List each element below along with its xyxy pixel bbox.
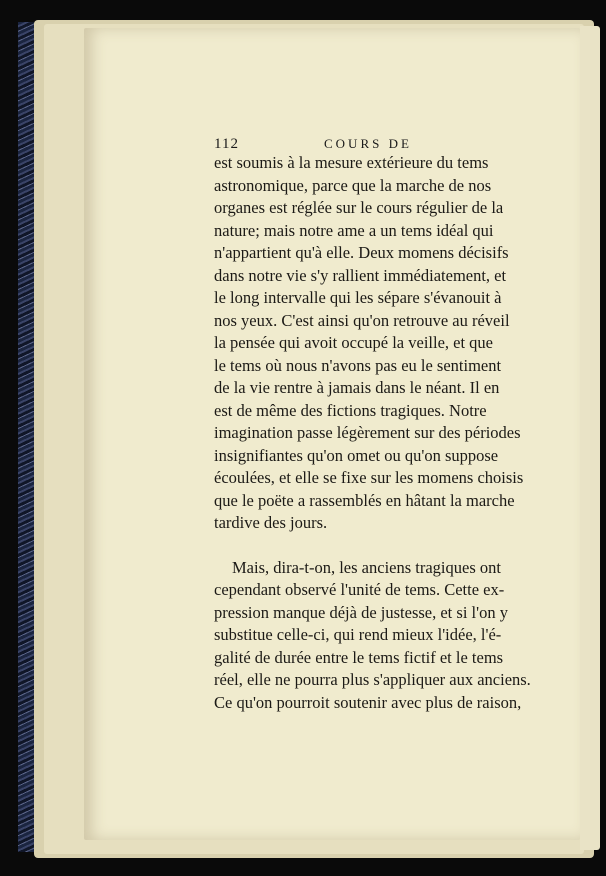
text-line: astronomique, parce que la marche de nos <box>214 175 492 195</box>
text-line: nos yeux. C'est ainsi qu'on retrouve au réveil <box>214 310 510 330</box>
text-line: nature; mais notre ame a un tems idéal qui <box>214 220 494 240</box>
text-line: réel, elle ne pourra plus s'appliquer aux anciens. <box>214 670 531 689</box>
page-edge <box>580 26 600 850</box>
paragraph-2 <box>214 557 544 715</box>
text-line: galité de durée entre le tems fictif et le tems <box>214 647 504 667</box>
text-line: imagination passe légèrement sur des périodes <box>214 423 521 442</box>
text-line: le tems où nous n'avons pas eu le sentiment <box>214 355 502 375</box>
text-line: insignifiantes qu'on omet ou qu'on suppose <box>214 445 499 465</box>
paragraph-1 <box>214 152 544 535</box>
text-line: cependant observé l'unité de tems. Cette ex- <box>214 580 505 599</box>
text-line: n'appartient qu'à elle. Deux momens décisifs <box>214 243 509 262</box>
text-line: est soumis à la mesure extérieure du tems <box>214 153 489 172</box>
text-line: la pensée qui avoit occupé la veille, et que <box>214 333 494 352</box>
page-number: 112 <box>214 136 239 152</box>
text-line: écoulées, et elle se fixe sur les momens choisis <box>214 468 524 487</box>
body-text <box>214 152 544 714</box>
text-line: dans notre vie s'y rallient immédiatement, et <box>214 265 507 285</box>
text-line: substitue celle-ci, qui rend mieux l'idée, l'é- <box>214 625 502 644</box>
text-line: Mais, dira-t-on, les anciens tragiques ont <box>232 557 501 577</box>
text-line: Ce qu'on pourroit soutenir avec plus de raison, <box>214 692 522 712</box>
text-line: le long intervalle qui les sépare s'évanouit à <box>214 288 502 307</box>
text-line: organes est réglée sur le cours régulier de la <box>214 198 504 217</box>
text-line: est de même des fictions tragiques. Notre <box>214 400 487 420</box>
text-line: que le poëte a rassemblés en hâtant la marche <box>214 490 515 510</box>
text-line: pression manque déjà de justesse, et si l'on y <box>214 602 508 622</box>
text-line: tardive des jours. <box>214 513 328 532</box>
running-head: COURS DE <box>324 136 412 151</box>
text-line: de la vie rentre à jamais dans le néant. Il en <box>214 378 500 397</box>
